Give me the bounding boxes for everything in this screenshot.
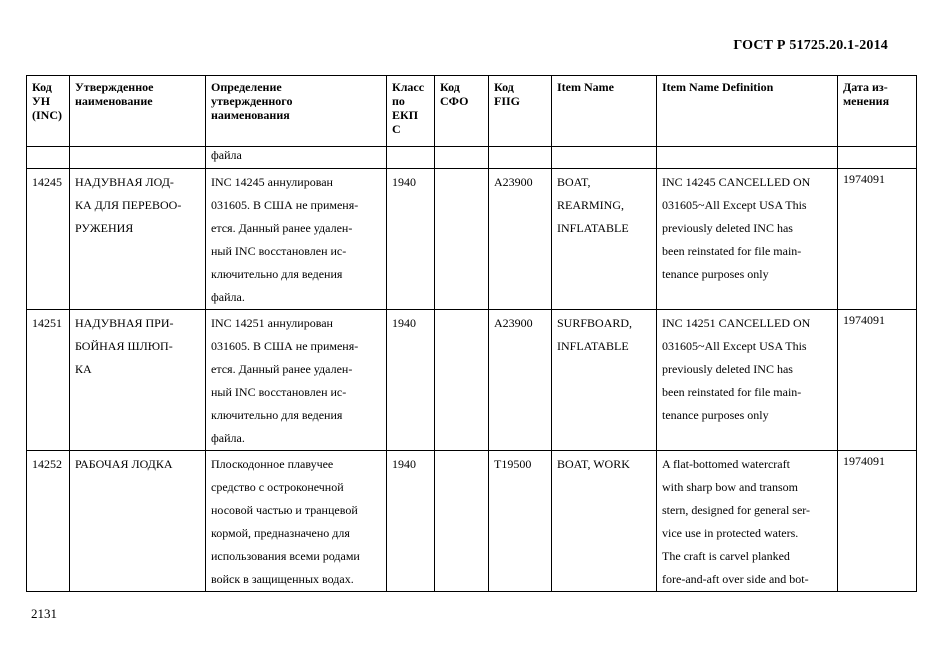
cell-name: НАДУВНАЯ ПРИ- БОЙНАЯ ШЛЮП- КА [70, 310, 206, 451]
cell-item-name: BOAT, REARMING, INFLATABLE [552, 169, 657, 310]
cell-fiig: A23900 [489, 310, 552, 451]
table-row [27, 451, 917, 592]
cell-inc: 14251 [27, 310, 70, 451]
document-code: ГОСТ Р 51725.20.1-2014 [733, 38, 888, 53]
col-header-sfo: Код СФО [435, 76, 489, 147]
cell-fiig: T19500 [489, 451, 552, 592]
cell-definition: INC 14245 аннулирован 031605. В США не применя- ется. Данный ранее удален- ный INC восстановлен ис- ключительно для ведения файла. [206, 169, 387, 310]
cell-date: 1974091 [838, 310, 917, 451]
page-number: 2131 [31, 606, 57, 621]
col-header-fiig: Код FIIG [489, 76, 552, 147]
cell-name: РАБОЧАЯ ЛОДКА [70, 451, 206, 592]
table-row [27, 310, 917, 451]
cell-item-name: SURFBOARD, INFLATABLE [552, 310, 657, 451]
cell-definition: Плоскодонное плавучее средство с остроконечной носовой частью и транцевой кормой, предназначено для использования всеми родами войск в защищенных водах. [206, 451, 387, 592]
cell-item-definition: INC 14245 CANCELLED ON 031605~All Except USA This previously deleted INC has been reinstated for file main- tenance purposes only [657, 169, 838, 310]
cell-class: 1940 [387, 310, 435, 451]
cell-class: 1940 [387, 451, 435, 592]
continuation-row [27, 147, 917, 169]
table-row [27, 169, 917, 310]
catalog-table [26, 75, 917, 592]
cell-item-definition: A flat-bottomed watercraft with sharp bow and transom stern, designed for general ser- vice use in protected waters. The craft is carvel planked fore-and-aft over side and bot- [657, 451, 838, 592]
cell-inc: 14245 [27, 169, 70, 310]
col-header-item-definition: Item Name Definition [657, 76, 838, 147]
cell-sfo [435, 451, 489, 592]
cell-sfo [435, 310, 489, 451]
cell-inc: 14252 [27, 451, 70, 592]
cell-fiig: A23900 [489, 169, 552, 310]
cell-name: НАДУВНАЯ ЛОД- КА ДЛЯ ПЕРЕВОО- РУЖЕНИЯ [70, 169, 206, 310]
col-header-item-name: Item Name [552, 76, 657, 147]
cell-date: 1974091 [838, 169, 917, 310]
continuation-definition: файла [206, 147, 387, 169]
col-header-name: Утвержденное наименование [70, 76, 206, 147]
col-header-definition: Определение утвержденного наименования [206, 76, 387, 147]
cell-item-name: BOAT, WORK [552, 451, 657, 592]
header-row [27, 76, 917, 147]
col-header-class: Класс по ЕКП С [387, 76, 435, 147]
col-header-inc: Код УН (INC) [27, 76, 70, 147]
cell-sfo [435, 169, 489, 310]
cell-item-definition: INC 14251 CANCELLED ON 031605~All Except USA This previously deleted INC has been reinstated for file main- tenance purposes only [657, 310, 838, 451]
col-header-date: Дата из- менения [838, 76, 917, 147]
cell-date: 1974091 [838, 451, 917, 592]
cell-class: 1940 [387, 169, 435, 310]
cell-definition: INC 14251 аннулирован 031605. В США не применя- ется. Данный ранее удален- ный INC восстановлен ис- ключительно для ведения файла. [206, 310, 387, 451]
